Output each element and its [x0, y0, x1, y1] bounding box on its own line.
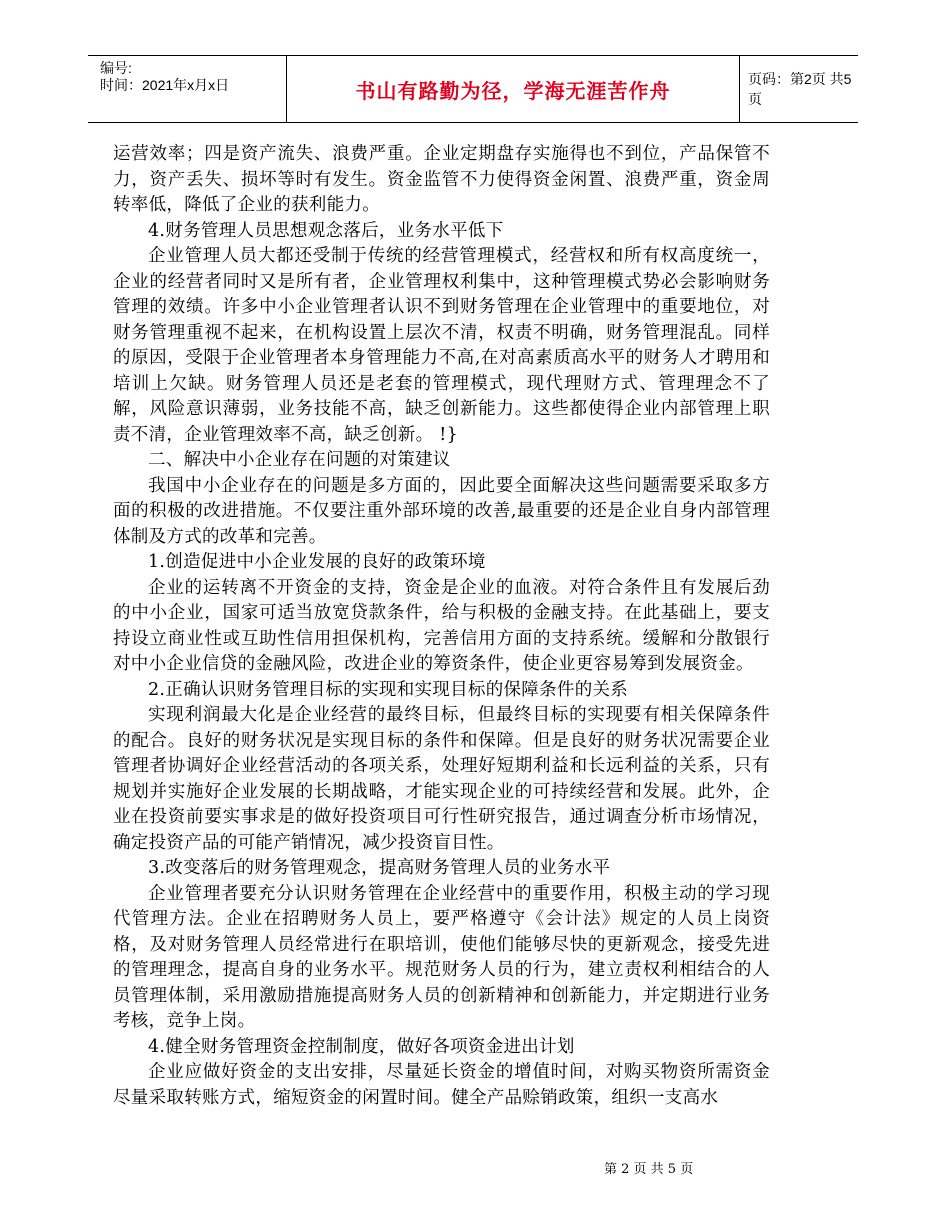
section-heading: 二、解决中小企业存在问题的对策建议: [148, 450, 451, 470]
paragraph: 企业应做好资金的支出安排，尽量延长资金的增值时间，对购买物资所需资金尽量采取转账方式，缩短资金的闲置时间。健全产品赊销政策，组织一支高水: [113, 1062, 770, 1108]
paragraph: 企业管理者要充分认识财务管理在企业经营中的重要作用，积极主动的学习现代管理方法。企业在招聘财务人员上，要严格遵守《会计法》规定的人员上岗资格，及对财务管理人员经常进行在职培训，使他们能够尽快的更新观念，接受先进的管理理念，提高自身的业务水平。规范财务人员的行为，建立责权利相结合的人员管理体制，采用激励措施提高财务人员的创新精神和创新能力，并定期进行业务考核，竞争上岗。: [113, 883, 770, 1031]
paragraph: 企业管理人员大都还受制于传统的经营管理模式，经营权和所有权高度统一，企业的经营者同时又是所有者，企业管理权利集中，这种管理模式势必会影响财务管理的效绩。许多中小企业管理者认识不到财务管理在企业管理中的重要地位，对财务管理重视不起来，在机构设置上层次不清，权责不明确，财务管理混乱。同样的原因，受限于企业管理者本身管理能力不高,在对高素质高水平的财务人才聘用和培训上欠缺。财务管理人员还是老套的管理模式，现代理财方式、管理理念不了解，风险意识薄弱，业务技能不高，缺乏创新能力。这些都使得企业内部管理上职责不清，企业管理效率不高，缺乏创新。 !}: [113, 246, 770, 445]
section-heading: 2.正确认识财务管理目标的实现和实现目标的保障条件的关系: [148, 679, 629, 700]
header-meta: [88, 56, 286, 122]
paragraph: 我国中小企业存在的问题是多方面的，因此要全面解决这些问题需要采取多方面的积极的改进措施。不仅要注重外部环境的改善,最重要的还是企业自身内部管理体制及方式的改革和完善。: [113, 475, 770, 547]
document-body: [113, 142, 770, 1111]
paragraph: 运营效率；四是资产流失、浪费严重。企业定期盘存实施得也不到位，产品保管不力，资产丢失、损坏等时有发生。资金监管不力使得资金闲置、浪费严重，资金周转率低，降低了企业的获利能力。: [113, 144, 770, 215]
header-motto: 书山有路勤为径，学海无涯苦作舟: [355, 78, 671, 103]
document-number-label: 编号:: [100, 60, 132, 76]
header-page-info: 页码：第2页 共5页: [748, 71, 852, 107]
paragraph: 企业的运转离不开资金的支持，资金是企业的血液。对符合条件且有发展后劲的中小企业，国家可适当放宽贷款条件，给与积极的金融支持。在此基础上，要支持设立商业性或互助性信用担保机构，完善信用方面的支持系统。缓解和分散银行对中小企业信贷的金融风险，改进企业的筹资条件，使企业更容易筹到发展资金。: [113, 577, 770, 674]
section-heading: 3.改变落后的财务管理观念，提高财务管理人员的业务水平: [148, 858, 611, 878]
page-footer: 第 2 页 共 5 页: [604, 1162, 694, 1177]
section-heading: 4.财务管理人员思想观念落后，业务水平低下: [148, 220, 504, 241]
header-motto-cell: [286, 56, 740, 122]
paragraph: 实现利润最大化是企业经营的最终目标，但最终目标的实现要有相关保障条件的配合。良好的财务状况是实现目标的条件和保障。但是良好的财务状况需要企业管理者协调好企业经营活动的各项关系，处理好短期利益和长远利益的关系，只有规划并实施好企业发展的长期战略，才能实现企业的可持续经营和发展。此外，企业在投资前要实事求是的做好投资项目可行性研究报告，通过调查分析市场情况，确定投资产品的可能产销情况，减少投资盲目性。: [113, 705, 770, 853]
document-time-label: 时间：2021年x月x日: [100, 77, 230, 93]
page-header: [88, 55, 858, 123]
section-heading: 4.健全财务管理资金控制制度，做好各项资金进出计划: [148, 1036, 575, 1057]
section-heading: 1.创造促进中小企业发展的良好的政策环境: [148, 552, 486, 572]
